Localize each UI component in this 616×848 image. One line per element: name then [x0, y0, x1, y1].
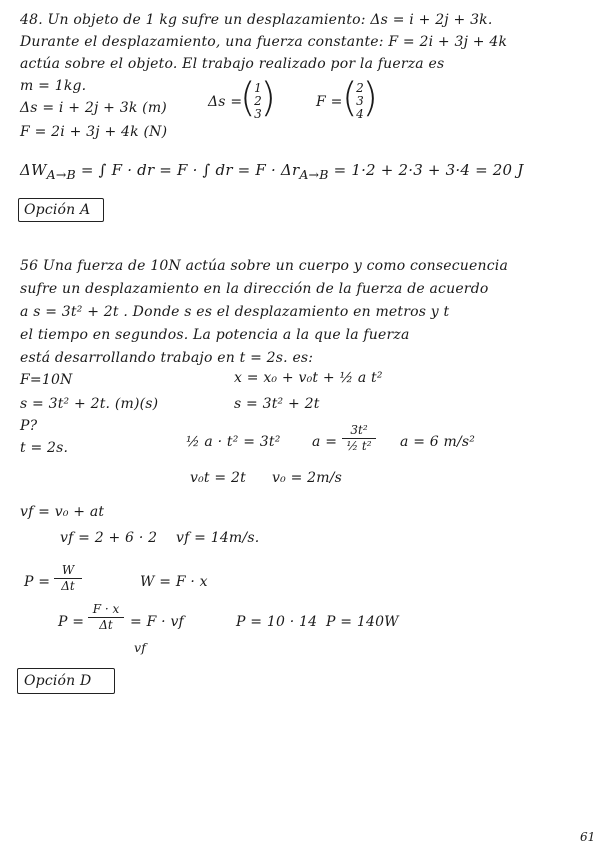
p56-v0-result: v₀ = 2m/s: [272, 470, 343, 486]
p48-delta-s-label: Δs =: [208, 94, 243, 110]
vector-entry: 2: [254, 94, 262, 108]
p56-power-result: P = 140W: [326, 614, 399, 630]
p56-vf-formula: vf = v₀ + at: [20, 504, 105, 520]
p56-statement-line-5: está desarrollando trabajo en t = 2s. es:: [20, 350, 314, 366]
p56-power-calc: P = 10 · 14: [236, 614, 318, 630]
p48-statement-line-3: actúa sobre el objeto. El trabajo realizado por la fuerza es: [20, 56, 445, 72]
p48-delta-s: Δs = i + 2j + 3k (m): [20, 100, 167, 116]
p56-power-label: P =: [24, 574, 51, 590]
p56-power-fraction-2: [88, 603, 124, 632]
p56-a-label: a =: [312, 434, 338, 450]
p48-force: F = 2i + 3j + 4k (N): [20, 124, 168, 140]
p56-vf-calc: vf = 2 + 6 · 2: [60, 530, 158, 546]
p48-force-vector: ( 2 3 4 ): [342, 75, 378, 121]
p56-work-formula: W = F · x: [140, 574, 208, 590]
work-result: = 1·2 + 2·3 + 3·4 = 20 J: [333, 161, 524, 179]
fraction-denominator: Δt: [61, 579, 75, 593]
p56-statement-line-4: el tiempo en segundos. La potencia a la que la fuerza: [20, 327, 410, 343]
fraction-numerator: W: [61, 563, 75, 577]
work-symbol: ΔW: [20, 161, 47, 179]
p56-statement-line-2: sufre un desplazamiento en la dirección de la fuerza de acuerdo: [20, 281, 489, 297]
p48-answer: Opción A: [24, 202, 91, 218]
p56-power-fraction: [54, 564, 82, 593]
p48-delta-s-vector: ( 1 2 3 ): [240, 75, 276, 121]
p56-statement-line-1: 56 Una fuerza de 10N actúa sobre un cuerpo y como consecuencia: [20, 258, 508, 274]
p48-mass: m = 1kg.: [20, 78, 87, 94]
p56-v0-eq: v₀t = 2t: [190, 470, 246, 486]
p56-kinematics-eq: x = x₀ + v₀t + ½ a t²: [234, 370, 383, 386]
vector-entry: 3: [356, 94, 364, 108]
fraction-denominator: ½ t²: [346, 439, 372, 453]
work-subscript: A→B: [46, 167, 76, 182]
work-subscript-2: A→B: [299, 167, 329, 182]
p56-power-result-formula: = F · vf: [130, 614, 184, 630]
vector-entry: 4: [356, 107, 364, 121]
p56-kinematics-eq-2: s = 3t² + 2t: [234, 396, 320, 412]
p56-a-result: a = 6 m/s²: [400, 434, 476, 450]
fraction-denominator: Δt: [99, 618, 113, 632]
vector-entry: 2: [356, 81, 364, 95]
p48-work-equation: [20, 162, 523, 183]
p56-a-fraction: [342, 424, 376, 453]
p48-statement-line-2: Durante el desplazamiento, una fuerza constante: F = 2i + 3j + 4k: [20, 34, 508, 50]
p56-power-subscript: vf: [134, 640, 147, 655]
fraction-numerator: F · x: [92, 602, 120, 616]
vector-entry: 3: [254, 107, 262, 121]
p56-half-at: ½ a · t² = 3t²: [186, 434, 281, 450]
p56-power-label-2: P =: [58, 614, 85, 630]
fraction-numerator: 3t²: [350, 423, 368, 437]
p56-given-power: P?: [20, 418, 38, 434]
page-number: 61: [580, 830, 596, 844]
p56-vf-result: vf = 14m/s.: [176, 530, 260, 546]
p56-given-force: F=10N: [20, 372, 73, 388]
p56-answer: Opción D: [24, 673, 92, 689]
vector-entry: 1: [254, 81, 262, 95]
p56-given-time: t = 2s.: [20, 440, 69, 456]
p48-force-label: F =: [316, 94, 343, 110]
p48-statement-line-1: 48. Un objeto de 1 kg sufre un desplazamiento: Δs = i + 2j + 3k.: [20, 12, 493, 28]
p56-given-displacement: s = 3t² + 2t. (m)(s): [20, 396, 159, 412]
work-integral: = ∫ F · dr = F · ∫ dr = F · Δr: [80, 161, 300, 179]
p56-statement-line-3: a s = 3t² + 2t . Donde s es el desplazamiento en metros y t: [20, 304, 450, 320]
